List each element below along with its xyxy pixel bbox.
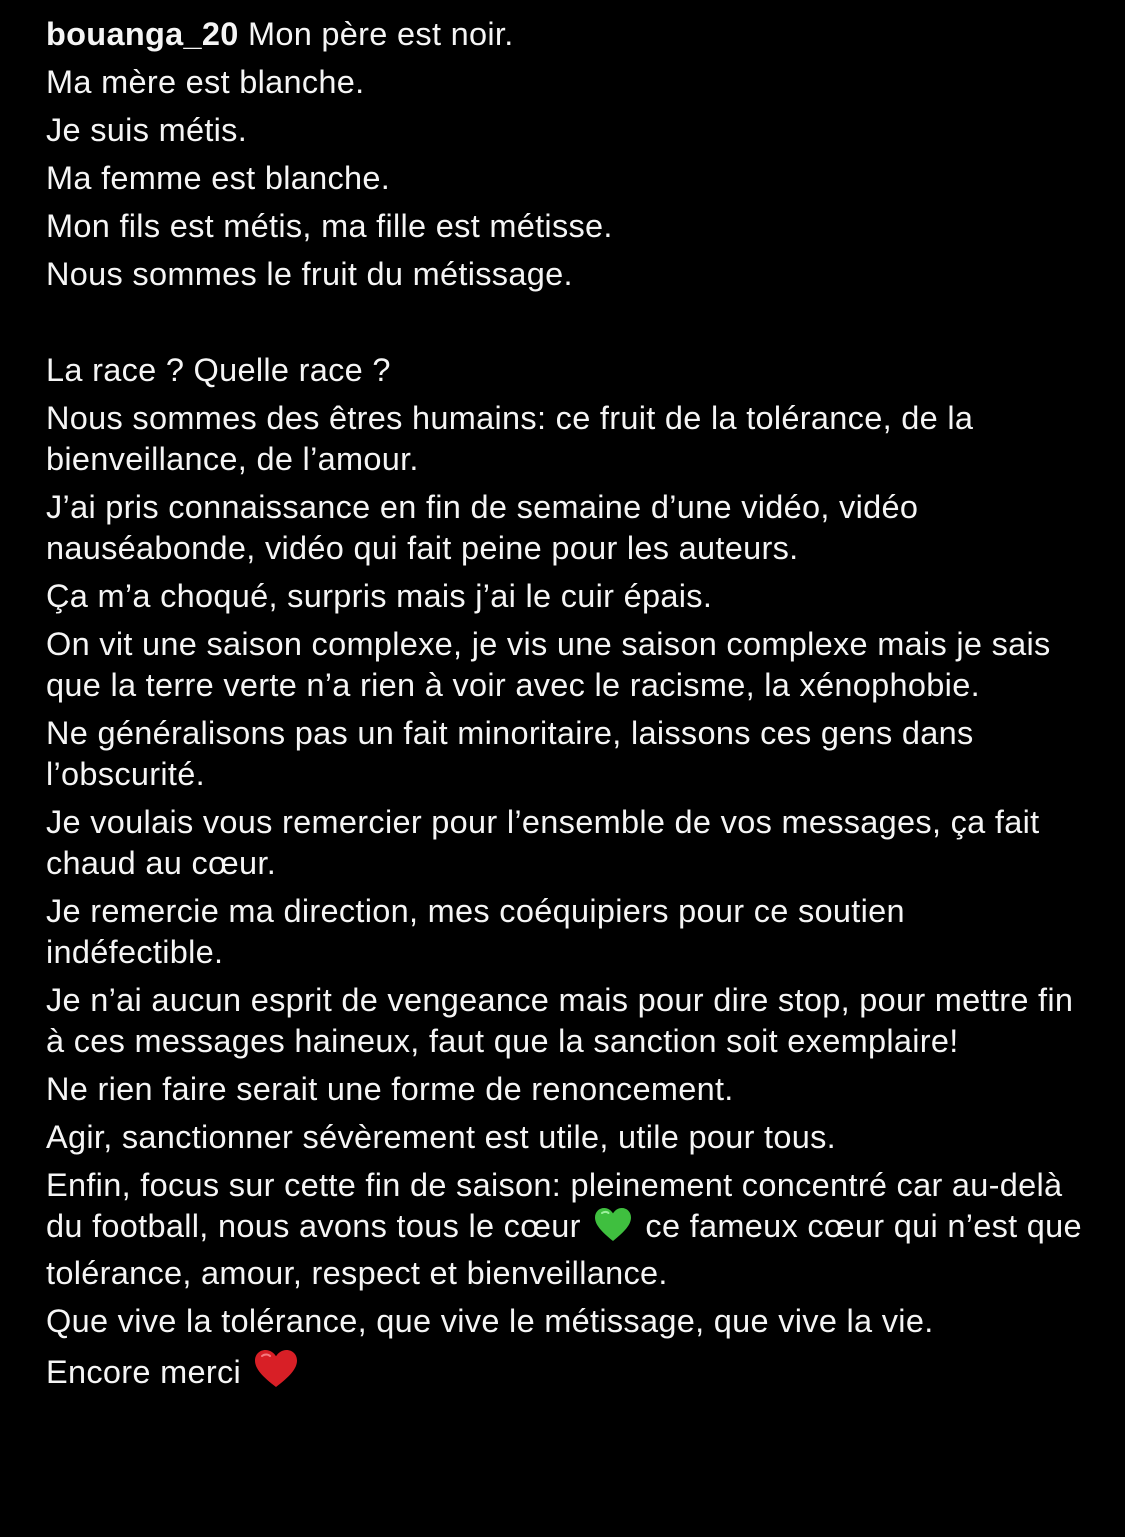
caption-line: Ma mère est blanche.: [46, 64, 365, 100]
caption-line: Mon fils est métis, ma fille est métisse.: [46, 208, 613, 244]
red-heart-icon: [254, 1349, 298, 1399]
caption-paragraph-focus: [46, 1165, 1086, 1294]
username-link[interactable]: bouanga_20: [46, 16, 239, 52]
caption-paragraph: Ça m’a choqué, surpris mais j’ai le cuir épais.: [46, 578, 713, 614]
caption-paragraph: Je n’ai aucun esprit de vengeance mais pour dire stop, pour mettre fin à ces messages haineux, faut que la sanction soit exemplaire!: [46, 982, 1074, 1059]
green-heart-icon: [594, 1207, 632, 1253]
caption-paragraph: Agir, sanctionner sévèrement est utile, utile pour tous.: [46, 1119, 836, 1155]
caption-paragraph: J’ai pris connaissance en fin de semaine d’une vidéo, vidéo nauséabonde, vidéo qui fait peine pour les auteurs.: [46, 489, 919, 566]
caption-text: ce fameux cœur qui n’est que tolérance, amour, respect et bienveillance.: [46, 1208, 1082, 1291]
caption-paragraph: Ne généralisons pas un fait minoritaire, laissons ces gens dans l’obscurité.: [46, 715, 974, 792]
caption-text: Encore merci: [46, 1354, 242, 1390]
caption-paragraph: Nous sommes des êtres humains: ce fruit de la tolérance, de la bienveillance, de l’amour.: [46, 400, 974, 477]
caption-line: Mon père est noir.: [247, 16, 514, 52]
caption-text: Enfin, focus sur cette fin de saison: pleinement concentré car au-delà du football, nous avons tous le cœur: [46, 1167, 1063, 1244]
caption-first-line: [46, 14, 1086, 55]
post-caption: [46, 14, 1086, 1406]
caption-paragraph: Que vive la tolérance, que vive le métissage, que vive la vie.: [46, 1303, 934, 1339]
caption-line: Je suis métis.: [46, 112, 248, 148]
caption-line: Ma femme est blanche.: [46, 160, 391, 196]
caption-paragraph: Je voulais vous remercier pour l’ensemble de vos messages, ça fait chaud au cœur.: [46, 804, 1040, 881]
caption-paragraph: Ne rien faire serait une forme de renoncement.: [46, 1071, 734, 1107]
paragraph-gap: [46, 302, 1086, 350]
caption-paragraph: Je remercie ma direction, mes coéquipiers pour ce soutien indéfectible.: [46, 893, 905, 970]
caption-line: Nous sommes le fruit du métissage.: [46, 256, 573, 292]
caption-paragraph: La race ? Quelle race ?: [46, 352, 391, 388]
caption-paragraph: On vit une saison complexe, je vis une saison complexe mais je sais que la terre verte n’a rien à voir avec le racisme, la xénophobie.: [46, 626, 1051, 703]
caption-final-line: [46, 1349, 1086, 1399]
